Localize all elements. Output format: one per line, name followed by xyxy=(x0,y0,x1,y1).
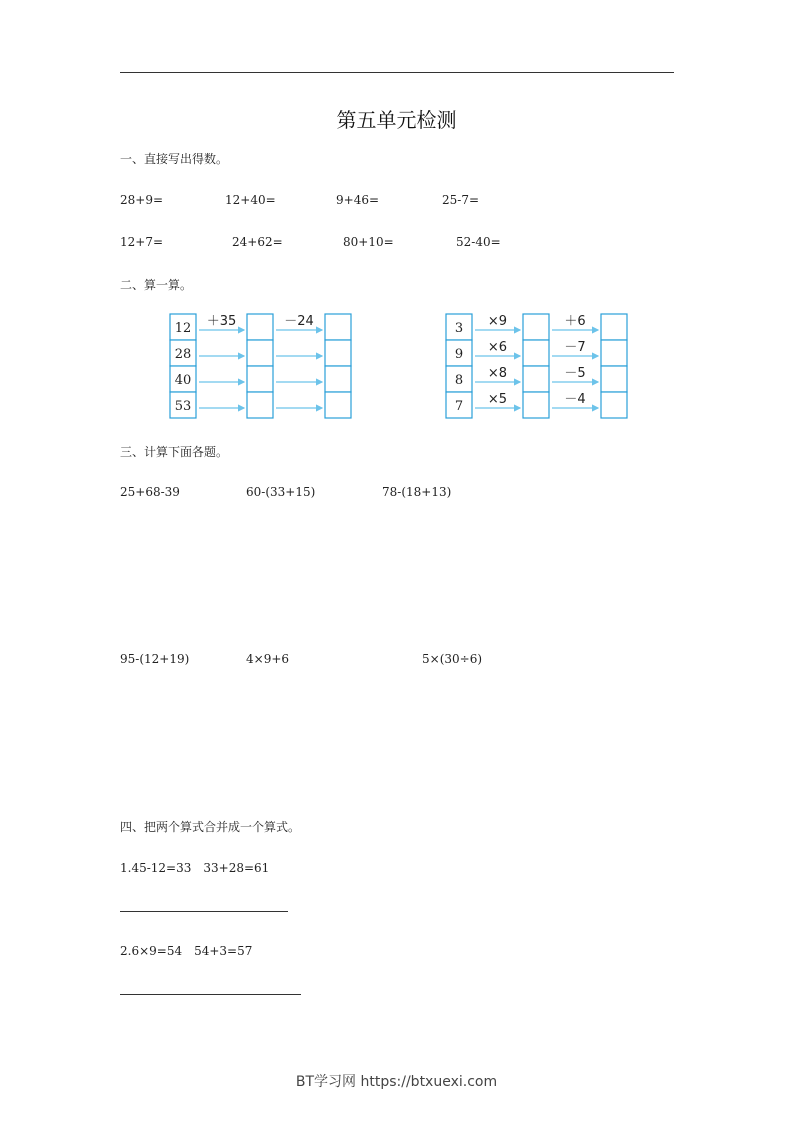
result-box xyxy=(601,340,627,366)
top-rule xyxy=(120,72,674,73)
middle-box xyxy=(247,392,273,418)
result-box xyxy=(601,366,627,392)
calc-problem: 78-(18+13) xyxy=(382,485,452,499)
oral-calc-item: 9+46= xyxy=(336,193,380,207)
input-number: 8 xyxy=(454,373,464,388)
oral-calc-item: 28+9= xyxy=(120,193,164,207)
result-box xyxy=(325,340,351,366)
multiplication-chain-diagram xyxy=(436,308,636,426)
operator-label: ×6 xyxy=(487,340,508,355)
middle-box xyxy=(523,314,549,340)
operator-label: －5 xyxy=(564,366,586,381)
calc-problem: 4×9+6 xyxy=(246,652,290,666)
result-box xyxy=(325,392,351,418)
operator-label: ＋35 xyxy=(206,314,237,329)
oral-calc-item: 12+40= xyxy=(225,193,276,207)
section-4-heading: 四、把两个算式合并成一个算式。 xyxy=(120,820,301,834)
footer-watermark: BT学习网 https://btxuexi.com xyxy=(295,1074,498,1090)
section-3-heading: 三、计算下面各题。 xyxy=(120,445,229,459)
oral-calc-item: 12+7= xyxy=(120,235,164,249)
section-1-heading: 一、直接写出得数。 xyxy=(120,152,229,166)
operator-label: ＋6 xyxy=(564,314,586,329)
middle-box xyxy=(247,340,273,366)
operator-label: ×9 xyxy=(487,314,508,329)
calc-problem: 25+68-39 xyxy=(120,485,180,499)
input-number: 3 xyxy=(454,321,464,336)
oral-calc-item: 52-40= xyxy=(456,235,501,249)
section-2-heading: 二、算一算。 xyxy=(120,278,193,292)
page-title: 第五单元检测 xyxy=(336,108,457,132)
operator-label: －4 xyxy=(564,392,586,407)
answer-line-2 xyxy=(120,994,301,995)
oral-calc-item: 24+62= xyxy=(232,235,283,249)
operator-label: ×8 xyxy=(487,366,508,381)
answer-line-1 xyxy=(120,911,288,912)
calc-problem: 5×(30÷6) xyxy=(422,652,483,666)
operator-label: －24 xyxy=(284,314,314,329)
operator-label: －7 xyxy=(564,340,586,355)
merge-question-2: 2.6×9=54 54+3=57 xyxy=(120,944,253,958)
operator-label: ×5 xyxy=(487,392,508,407)
result-box xyxy=(601,392,627,418)
middle-box xyxy=(523,366,549,392)
input-number: 53 xyxy=(174,399,192,414)
calc-problem: 95-(12+19) xyxy=(120,652,190,666)
addition-chain-diagram xyxy=(160,308,360,426)
input-number: 28 xyxy=(174,347,192,362)
input-number: 7 xyxy=(454,399,464,414)
merge-question-1: 1.45-12=33 33+28=61 xyxy=(120,861,270,875)
input-number: 9 xyxy=(454,347,464,362)
middle-box xyxy=(247,314,273,340)
input-number: 40 xyxy=(174,373,192,388)
middle-box xyxy=(523,392,549,418)
input-number: 12 xyxy=(174,321,192,336)
middle-box xyxy=(523,340,549,366)
oral-calc-item: 25-7= xyxy=(442,193,480,207)
middle-box xyxy=(247,366,273,392)
result-box xyxy=(601,314,627,340)
calc-problem: 60-(33+15) xyxy=(246,485,316,499)
result-box xyxy=(325,314,351,340)
oral-calc-item: 80+10= xyxy=(343,235,394,249)
result-box xyxy=(325,366,351,392)
